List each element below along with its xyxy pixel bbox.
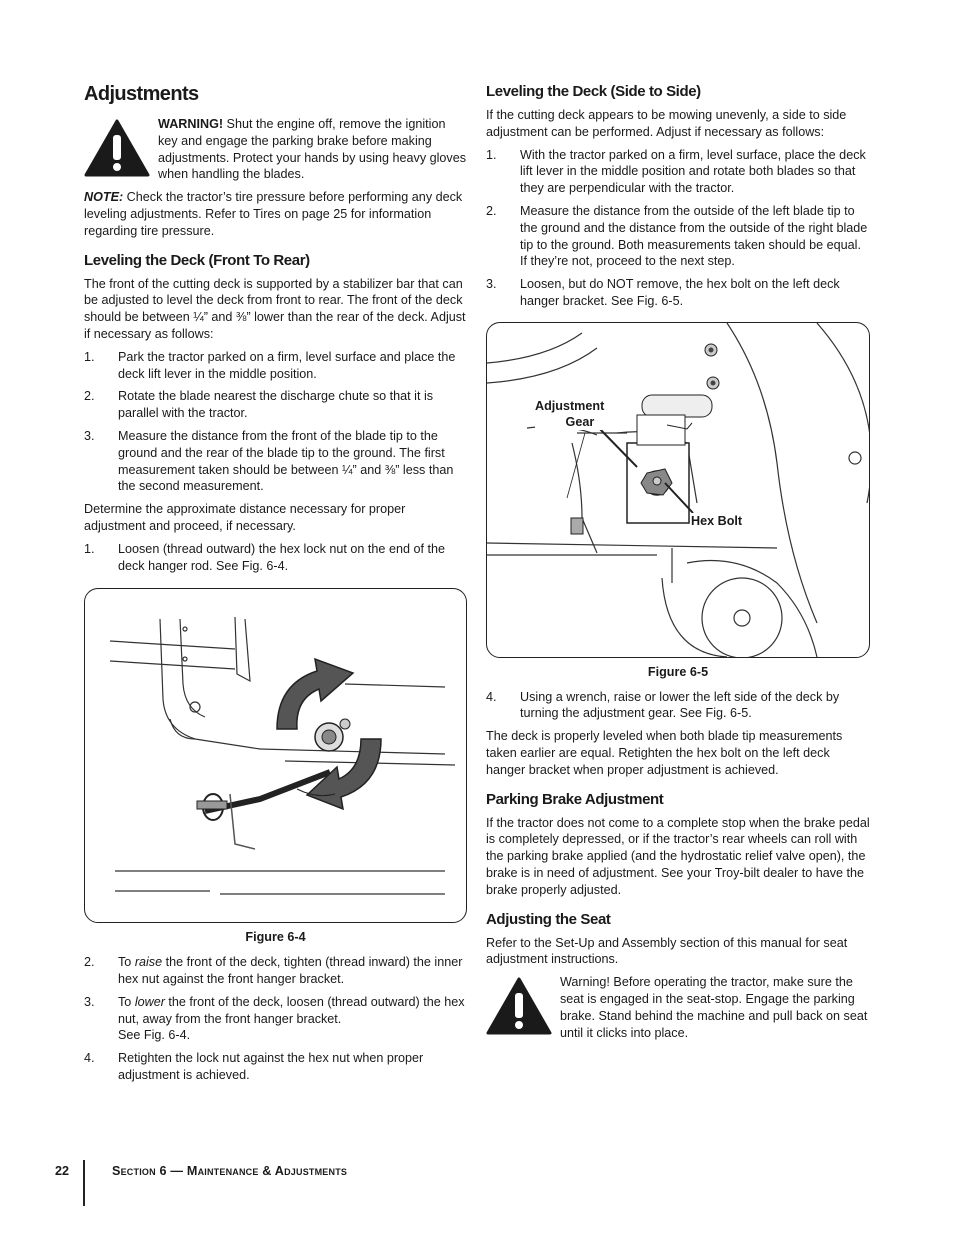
side-steps-a — [486, 147, 870, 310]
side-to-side-heading: Leveling the Deck (Side to Side) — [486, 83, 701, 100]
footer-divider — [83, 1160, 85, 1206]
parking-brake-text: If the tractor does not come to a complete stop when the brake pedal is completely depressed, or if the tractor’s rear wheels can roll with the parking brake applied (and the hydrostatic relief valve open), the brake is in need of adjustment. See your Troy-bilt dealer to have the brake properly adjusted. — [486, 815, 870, 897]
front-steps-a — [84, 349, 467, 495]
callout-hex-bolt: Hex Bolt — [691, 513, 743, 528]
note-label: NOTE: — [84, 190, 124, 205]
side-to-side-intro: If the cutting deck appears to be mowing unevenly, a side to side adjustment can be performed. Adjust if necessary as follows: — [486, 108, 847, 139]
determine-text: Determine the approximate distance necessary for proper adjustment and proceed, if necessary. — [84, 502, 406, 533]
warning-label: WARNING! — [158, 117, 224, 131]
front-steps-b — [84, 541, 467, 575]
warning-text — [158, 116, 467, 183]
list-item: 4. Using a wrench, raise or lower the left side of the deck by turning the adjustment gear. See Fig. 6-5. — [486, 689, 840, 721]
adjusting-seat-text: Refer to the Set-Up and Assembly section of this manual for seat adjustment instructions. — [486, 935, 848, 967]
list-item: 4. Retighten the lock nut against the hex nut when proper adjustment is achieved. — [84, 1051, 424, 1082]
front-to-rear-intro: The front of the cutting deck is supported by a stabilizer bar that can be adjusted to level the deck from front to rear. The front of the deck should be between ¼” and ⅜” lower than the rear of the deck. Adjust if necessary as follows: — [84, 276, 466, 341]
front-steps-c — [84, 954, 467, 1084]
adjusting-seat-heading: Adjusting the Seat — [486, 910, 611, 928]
right-column — [486, 83, 870, 1047]
warning-icon — [84, 118, 150, 178]
seat-warning-text: Warning! Before operating the tractor, make sure the seat is engaged in the seat-stop. Engage the parking brake. Stand behind the machine and pull back on seat until it clicks into place. — [560, 975, 868, 1040]
list-item: 1. With the tractor parked on a firm, level surface, place the deck lift lever in the middle position and rotate both blades so that they are perpendicular with the tractor. — [486, 147, 866, 196]
section-title: Section 6 — Maintenance & Adjustments — [112, 1164, 348, 1178]
list-item: 1. Loosen (thread outward) the hex lock nut on the end of the deck hanger rod. See Fig. 6-4. — [84, 541, 445, 573]
figure-6-4-illustration — [85, 589, 467, 922]
leveled-text: The deck is properly leveled when both blade tip measurements taken earlier are equal. Retighten the hex bolt on the left deck hanger bracket when proper adjustment is achieved. — [486, 729, 843, 777]
figure-6-4 — [84, 588, 467, 923]
warning-block — [84, 116, 467, 183]
warning-icon — [486, 976, 552, 1036]
callout-adjustment-gear: Adjustment Gear — [535, 398, 605, 429]
list-item: 3. To lower the front of the deck, loosen (thread outward) the hex nut, away from the front hanger bracket. See Fig. 6-4. — [84, 994, 465, 1043]
list-item: 3. Loosen, but do NOT remove, the hex bolt on the left deck hanger bracket. See Fig. 6-5. — [486, 277, 840, 308]
figure-6-5 — [486, 322, 870, 658]
list-item: 2. To raise the front of the deck, tighten (thread inward) the inner hex nut against the front hanger bracket. — [84, 955, 463, 986]
side-steps-b — [486, 689, 870, 723]
left-column — [84, 82, 467, 1090]
figure-6-5-illustration — [487, 323, 870, 657]
list-item: 1. Park the tractor parked on a firm, level surface and place the deck lift lever in the middle position. — [84, 349, 456, 381]
page-title: Adjustments — [84, 83, 199, 105]
figure-6-5-caption: Figure 6-5 — [647, 664, 709, 679]
page-number: 22 — [55, 1164, 70, 1178]
list-item: 2. Rotate the blade nearest the discharge chute so that it is parallel with the tractor. — [84, 389, 434, 421]
seat-warning-block — [486, 974, 870, 1041]
parking-brake-heading: Parking Brake Adjustment — [486, 790, 664, 808]
note — [84, 189, 467, 239]
list-item: 2. Measure the distance from the outside of the left blade tip to the ground and the distance from the outside of the right blade tip to the ground. Both measurements taken should be equal. If they’re not, proceed to the next step. — [486, 203, 868, 269]
note-body: Check the tractor’s tire pressure before performing any deck leveling adjustments. Refer to Tires on page 25 for information regarding tire pressure. — [84, 190, 463, 238]
list-item: 3. Measure the distance from the front of the blade tip to the ground and the rear of the blade tip to the ground. The first measurement taken should be between ¼” and ⅜” less than the second measurement. — [84, 428, 454, 494]
figure-6-4-caption: Figure 6-4 — [245, 930, 306, 945]
warning-body: Shut the engine off, remove the ignition key and engage the parking brake before making adjustments. Protect your hands by using heavy gloves when handling the blades. — [158, 117, 467, 182]
front-to-rear-heading: Leveling the Deck (Front To Rear) — [84, 251, 310, 269]
